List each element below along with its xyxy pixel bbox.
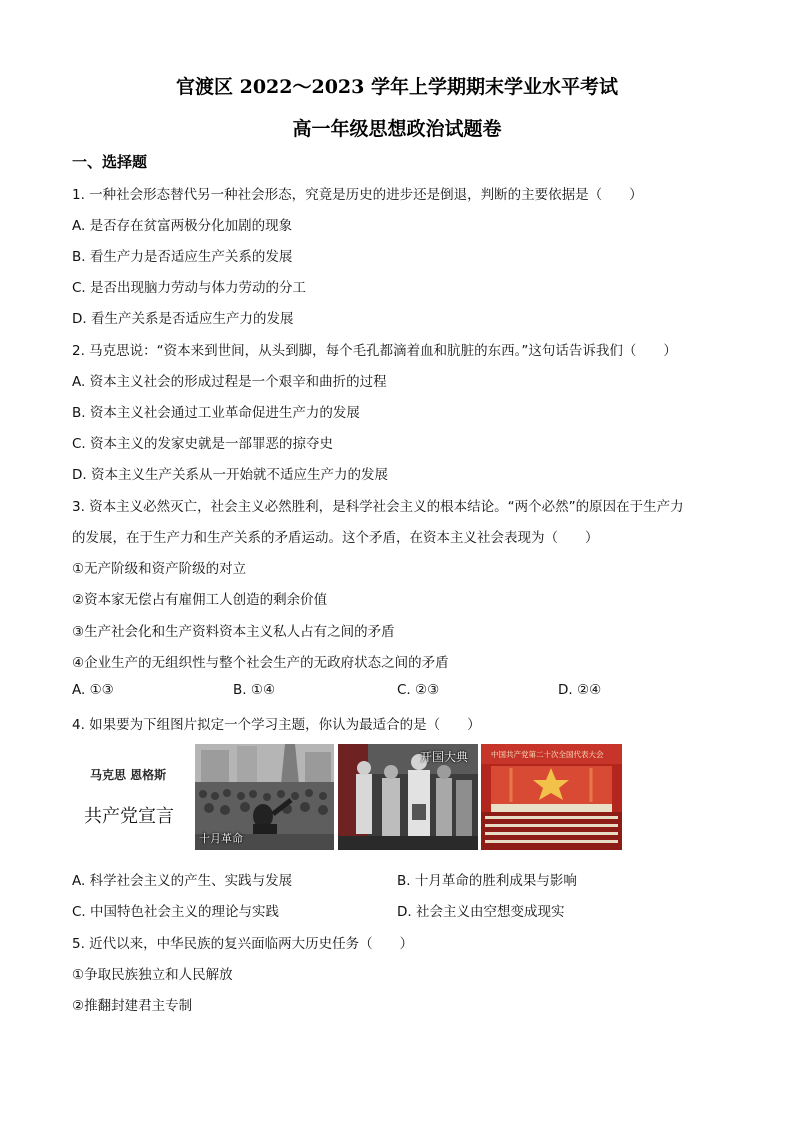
question-3-option-d: D. ②④ [558, 682, 602, 698]
question-3-stem-line2: 的发展，在于生产力和生产关系的矛盾运动。这个矛盾，在资本主义社会表现为（ ） [72, 530, 599, 546]
question-2-stem: 2. 马克思说：“资本来到世间，从头到脚，每个毛孔都滴着血和肮脏的东西。”这句话告诉我们（ ） [72, 343, 677, 359]
manifesto-title: 共产党宣言 [84, 806, 174, 827]
question-2-option-a: A. 资本主义社会的形成过程是一个艰辛和曲折的过程 [72, 374, 387, 390]
party-congress-banner: 中国共产党第二十次全国代表大会 [491, 750, 604, 759]
question-3-item-1: ①无产阶级和资产阶级的对立 [72, 561, 247, 577]
question-5-item-1: ①争取民族独立和人民解放 [72, 967, 233, 983]
october-revolution-photo [195, 744, 334, 850]
manifesto-authors: 马克思 恩格斯 [90, 768, 167, 782]
question-1-option-c: C. 是否出现脑力劳动与体力劳动的分工 [72, 280, 307, 296]
founding-ceremony-caption: 开国大典 [420, 750, 469, 764]
question-5-stem: 5. 近代以来，中华民族的复兴面临两大历史任务（ ） [72, 936, 414, 952]
question-5-item-2: ②推翻封建君主专制 [72, 998, 193, 1014]
question-1-option-d: D. 看生产关系是否适应生产力的发展 [72, 311, 294, 327]
question-4-stem: 4. 如果要为下组图片拟定一个学习主题，你认为最适合的是（ ） [72, 717, 481, 733]
question-3-option-c: C. ②③ [397, 682, 440, 698]
question-1-option-b: B. 看生产力是否适应生产关系的发展 [72, 249, 293, 265]
question-3-item-4: ④企业生产的无组织性与整个社会生产的无政府状态之间的矛盾 [72, 655, 449, 671]
founding-ceremony-photo [338, 744, 478, 850]
exam-title: 官渡区 2022～2023 学年上学期期末学业水平考试 [176, 76, 618, 98]
question-3-option-a: A. ①③ [72, 682, 114, 698]
question-3-item-3: ③生产社会化和生产资料资本主义私人占有之间的矛盾 [72, 624, 395, 640]
question-4-option-d: D. 社会主义由空想变成现实 [397, 904, 565, 920]
question-1-option-a: A. 是否存在贫富两极分化加剧的现象 [72, 218, 293, 234]
exam-subtitle: 高一年级思想政治试题卷 [292, 118, 502, 140]
section-heading-choice: 一、选择题 [72, 153, 148, 171]
question-2-option-b: B. 资本主义社会通过工业革命促进生产力的发展 [72, 405, 360, 421]
question-2-option-d: D. 资本主义生产关系从一开始就不适应生产力的发展 [72, 467, 388, 483]
party-congress-photo [481, 744, 622, 850]
question-4-option-a: A. 科学社会主义的产生、实践与发展 [72, 873, 293, 889]
question-3-item-2: ②资本家无偿占有雇佣工人创造的剩余价值 [72, 592, 328, 608]
question-3-stem-line1: 3. 资本主义必然灭亡，社会主义必然胜利，是科学社会主义的根本结论。“两个必然”的原因在于生产力 [72, 499, 684, 515]
question-2-option-c: C. 资本主义的发家史就是一部罪恶的掠夺史 [72, 436, 334, 452]
question-1-stem: 1. 一种社会形态替代另一种社会形态，究竟是历史的进步还是倒退，判断的主要依据是（ ） [72, 187, 643, 203]
october-revolution-caption: 十月革命 [199, 832, 243, 845]
question-4-option-b: B. 十月革命的胜利成果与影响 [397, 873, 577, 889]
manifesto-cover [72, 744, 192, 850]
question-3-option-b: B. ①④ [233, 682, 276, 698]
question-4-option-c: C. 中国特色社会主义的理论与实践 [72, 904, 280, 920]
question-4-image-strip [72, 744, 622, 850]
